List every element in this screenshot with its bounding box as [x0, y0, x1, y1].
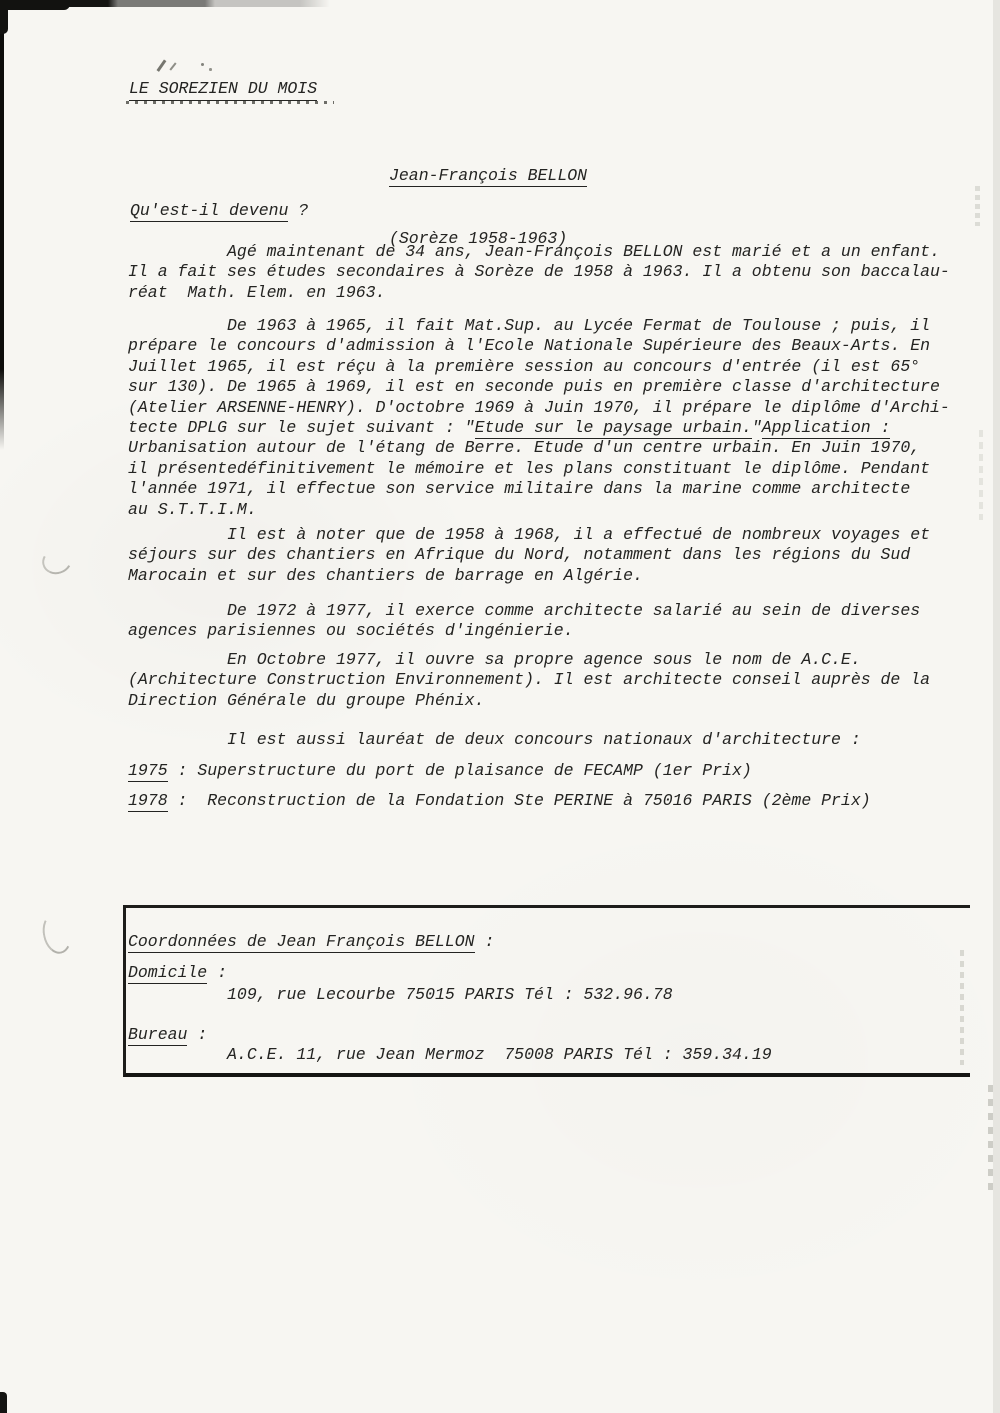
scan-artifact-stroke [169, 62, 176, 70]
scan-artifact-top-corner [0, 0, 70, 10]
contact-value-domicile: 109, rue Lecourbe 75015 PARIS Tél : 532.96.78 [128, 985, 673, 1004]
masthead-underline-dots [126, 101, 334, 104]
scan-artifact-streak [988, 1085, 993, 1190]
text-line: prépare le concours d'admission à l'Ecole Nationale Supérieure des Beaux-Arts. En [128, 336, 931, 356]
masthead-title [129, 79, 317, 99]
scan-artifact-pen-curve [39, 544, 76, 578]
masthead-title-text: LE SOREZIEN DU MOIS [129, 79, 317, 101]
paragraph [128, 525, 930, 586]
paragraph [128, 730, 861, 750]
scan-artifact-pen-curve [39, 911, 75, 957]
text-line: agences parisiennes ou sociétés d'ingénierie. [128, 621, 574, 641]
text-line: Il est à noter que de 1958 à 1968, il a effectué de nombreux voyages et [128, 525, 931, 544]
text-line: Agé maintenant de 34 ans, Jean-François BELLON est marié et a un enfant. [128, 242, 940, 261]
scan-artifact-dot [209, 68, 212, 71]
prize-line: 1975 : Superstructure du port de plaisance de FECAMP (1er Prix) [128, 761, 752, 780]
section-heading: Qu'est-il devenu ? [130, 201, 309, 220]
paragraph [128, 601, 920, 642]
contact-label-bureau: Bureau : [128, 1025, 208, 1044]
person-years: (Sorèze 1958-1963) [389, 228, 568, 248]
scan-artifact-left-edge-top [0, 0, 8, 34]
text-line: séjours sur des chantiers en Afrique du Nord, notamment dans les régions du Sud [128, 545, 911, 565]
text-line: Urbanisation autour de l'étang de Berre. Etude d'un centre urbain. En Juin 1970, [128, 438, 921, 458]
scan-artifact-bottom-left [0, 1392, 7, 1413]
scan-artifact-dot [201, 63, 204, 66]
scan-artifact-left-edge [0, 0, 4, 450]
person-name: Jean-François BELLON [389, 165, 588, 185]
paragraph [128, 242, 950, 303]
text-line: Direction Générale du groupe Phénix. [128, 690, 485, 710]
text-line: (Architecture Construction Environnement). Il est architecte conseil auprès de la [128, 670, 931, 690]
text-line: tecte DPLG sur le sujet suivant : "Etude sur le paysage urbain."Application : [128, 418, 891, 438]
text-line: l'année 1971, il effectue son service militaire dans la marine comme architecte [128, 479, 911, 499]
prize-line: 1978 : Reconstruction de la Fondation Ste PERINE à 75016 PARIS (2ème Prix) [128, 791, 871, 810]
contact-label-domicile: Domicile : [128, 963, 228, 982]
text-line: (Atelier ARSENNE-HENRY). D'octobre 1969 à Juin 1970, il prépare le diplôme d'Archi- [128, 397, 950, 417]
text-line: Il a fait ses études secondaires à Sorèze de 1958 à 1963. Il a obtenu son baccalau- [128, 262, 950, 282]
text-line: au S.T.T.I.M. [128, 499, 257, 519]
paragraph [128, 650, 930, 711]
text-line: Il est aussi lauréat de deux concours nationaux d'architecture : [128, 730, 861, 749]
contact-box [123, 905, 970, 1077]
text-line: De 1963 à 1965, il fait Mat.Sup. au Lycée Fermat de Toulouse ; puis, il [128, 316, 931, 335]
scan-artifact-streak [975, 186, 980, 226]
text-line: Marocain et sur des chantiers de barrage en Algérie. [128, 565, 643, 585]
text-line: sur 130). De 1965 à 1969, il est en seconde puis en première classe d'architecture [128, 377, 940, 397]
contact-heading: Coordonnées de Jean François BELLON : [128, 932, 495, 951]
contact-value-bureau: A.C.E. 11, rue Jean Mermoz 75008 PARIS Tél : 359.34.19 [128, 1045, 772, 1064]
text-line: Juillet 1965, il est réçu à la première session au concours d'entrée (il est 65° [128, 356, 921, 376]
text-line: réat Math. Elem. en 1963. [128, 282, 386, 302]
paragraph [128, 316, 950, 520]
text-line: il présentedéfinitivement le mémoire et les plans constituant le diplôme. Pendant [128, 458, 931, 478]
scan-artifact-stroke [156, 59, 166, 71]
text-line: En Octobre 1977, il ouvre sa propre agence sous le nom de A.C.E. [128, 650, 861, 669]
scan-artifact-right-edge [993, 0, 1000, 1413]
scan-artifact-streak [979, 430, 983, 520]
text-line: De 1972 à 1977, il exerce comme architecte salarié au sein de diverses [128, 601, 921, 620]
